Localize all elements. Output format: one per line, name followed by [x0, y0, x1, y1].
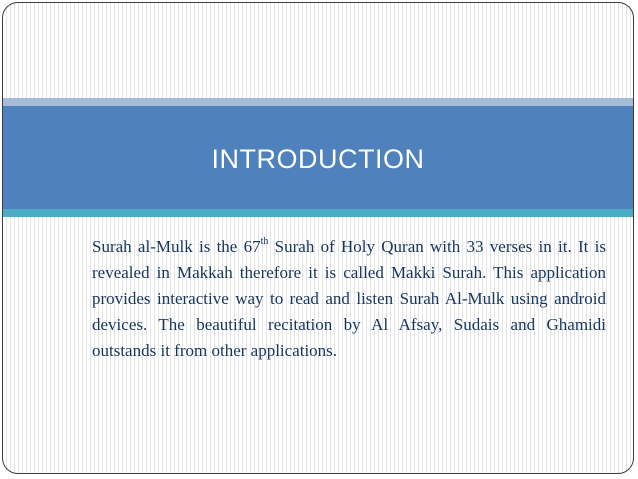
title-top-accent-band [3, 98, 633, 106]
ordinal-superscript: th [260, 236, 269, 248]
slide-title: INTRODUCTION [211, 144, 425, 174]
slide [2, 2, 634, 474]
body-text-part1: Surah al-Mulk is the 67 [92, 237, 261, 256]
title-bottom-accent-band [3, 209, 633, 217]
body-paragraph [92, 234, 606, 364]
title-bar [3, 106, 633, 209]
body-text-part2: Surah of Holy Quran with 33 verses in it. It is revealed in Makkah therefore it is called Makki Surah. This application provides interactive way to read and listen Surah Al-Mulk using android devices. The beautiful recitation by Al Afsay, Sudais and Ghamidi outstands it from other applications. [92, 237, 606, 360]
